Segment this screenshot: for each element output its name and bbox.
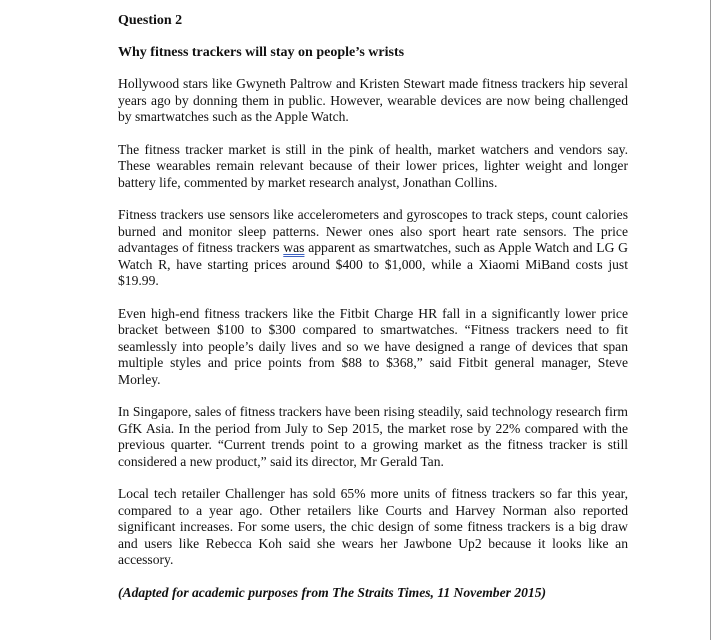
question-label: Question 2	[118, 13, 183, 28]
paragraph-6: Local tech retailer Challenger has sold 65% more units of fitness trackers so far this year, compared to a year ago. Other retailers like Courts and Harvey Norman also reported significant increases. For some users, the chic design of some fitness trackers is a big draw and users like Rebecca Koh said she wears her Jawbone Up2 because it looks like an accessory.	[118, 486, 628, 567]
grammar-flagged-word[interactable]: was	[283, 240, 305, 255]
paragraph-3	[118, 207, 628, 290]
paragraph-2: The fitness tracker market is still in the pink of health, market watchers and vendors say. These wearables remain relevant because of their lower prices, lighter weight and longer battery life, commented by market research analyst, Jonathan Collins.	[118, 141, 628, 190]
paragraph-4: Even high-end fitness trackers like the Fitbit Charge HR fall in a significantly lower price bracket between $100 to $300 compared to smartwatches. “Fitness trackers need to fit seamlessly into people’s daily lives and so we have designed a range of devices that span multiple styles and price points from $88 to $368,” said Fitbit general manager, Steve Morley.	[118, 305, 628, 387]
page-edge-divider	[710, 0, 711, 640]
paragraph-5: In Singapore, sales of fitness trackers have been rising steadily, said technology research firm GfK Asia. In the period from July to Sep 2015, the market rose by 22% compared with the previous quarter. “Current trends point to a growing market as the fitness tracker is still considered a new product,” said its director, Mr Gerald Tan.	[118, 404, 628, 469]
article-title: Why fitness trackers will stay on people’s wrists	[118, 45, 405, 60]
source-citation: (Adapted for academic purposes from The Straits Times, 11 November 2015)	[118, 584, 547, 600]
paragraph-3-text-before: Fitness trackers use sensors like accelerometers and gyroscopes to track steps, count calories burned and monitor sleep patterns. Newer ones also sport heart rate sensors. The price advantages of fitness trackers	[118, 207, 628, 255]
paragraph-1: Hollywood stars like Gwyneth Paltrow and Kristen Stewart made fitness trackers hip several years ago by donning them in public. However, wearable devices are now being challenged by smartwatches such as the Apple Watch.	[118, 76, 628, 124]
paragraph-3-text-after: apparent as smartwatches, such as Apple Watch and LG G Watch R, have starting prices around $400 to $1,000, while a Xiaomi MiBand costs just $19.99.	[118, 240, 628, 288]
document-body	[118, 12, 628, 601]
